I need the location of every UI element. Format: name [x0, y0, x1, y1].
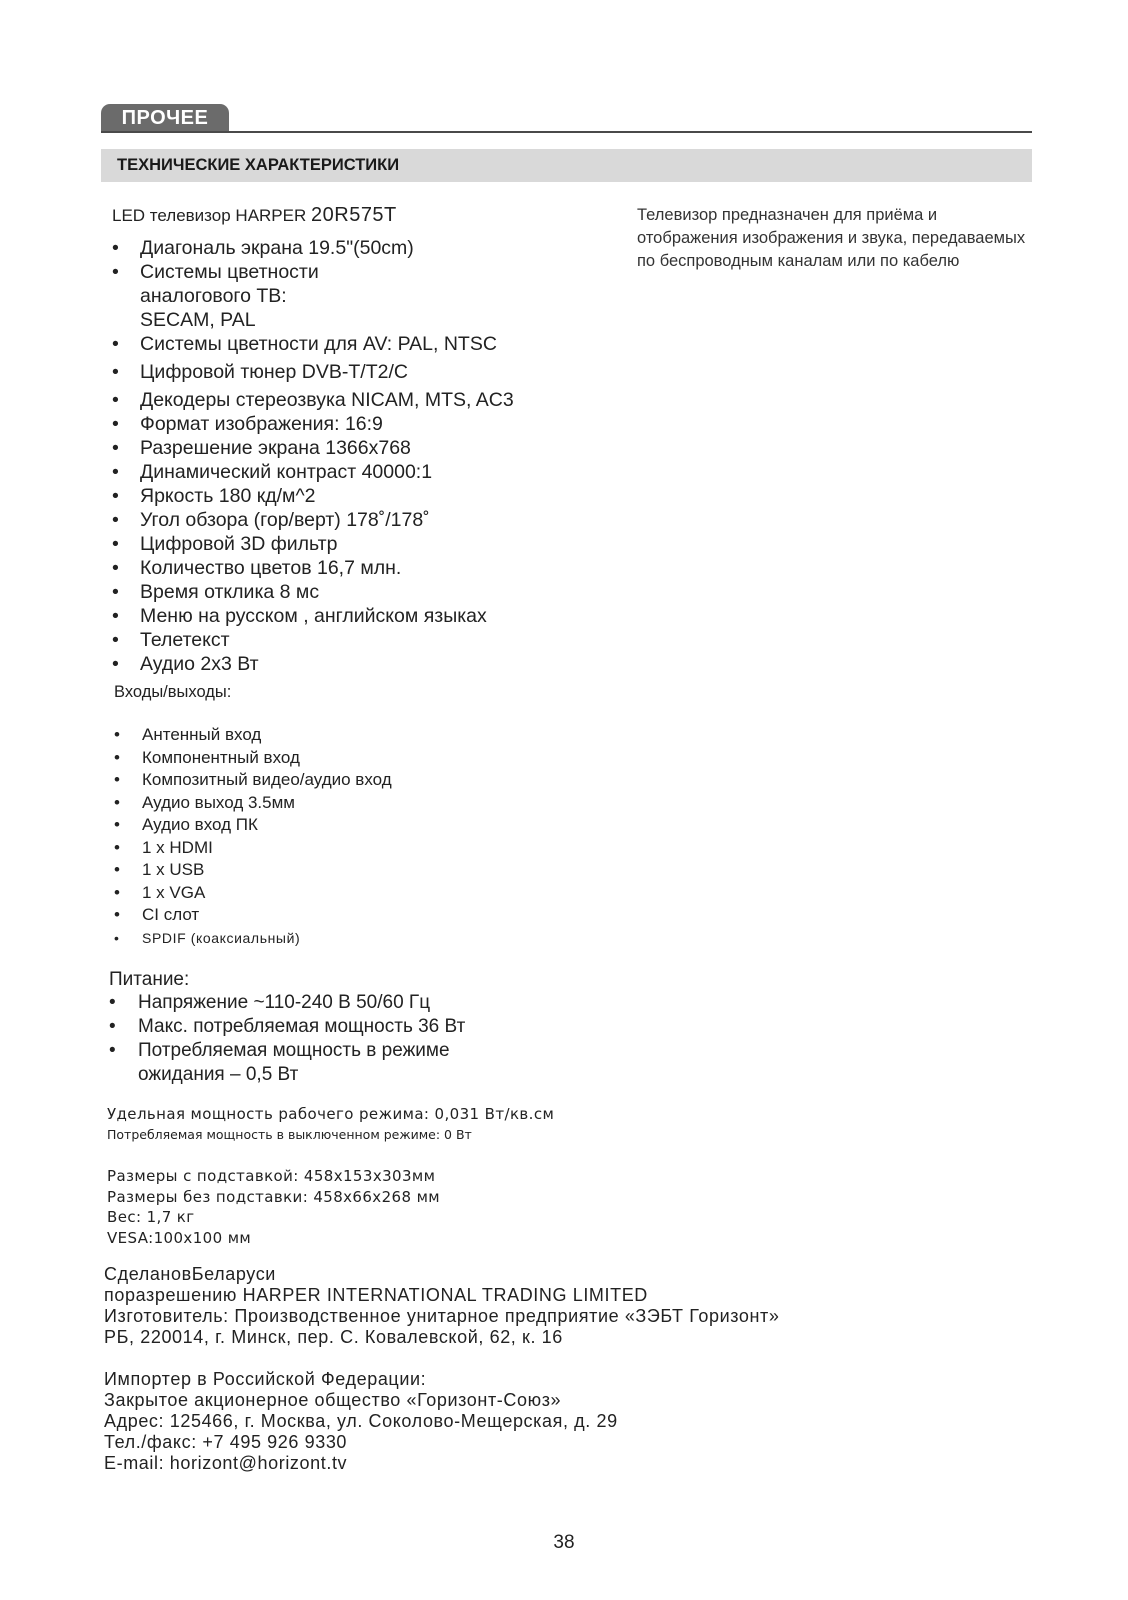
section-divider	[101, 131, 1032, 133]
spec-item: • Количество цветов 16,7 млн.	[112, 557, 402, 579]
dims-line: VESA:100x100 мм	[107, 1228, 252, 1247]
dims-line: Размеры с подставкой: 458x153x303мм	[107, 1167, 436, 1185]
power-item: • Напряжение ~110-240 В 50/60 Гц	[109, 992, 431, 1013]
maker-line: СделановБеларуси	[104, 1264, 276, 1284]
importer-block	[104, 1369, 618, 1474]
spec-item: • Разрешение экрана 1366x768	[112, 437, 411, 459]
maker-line: РБ, 220014, г. Минск, пер. С. Ковалевской, 62, к. 16	[104, 1327, 563, 1347]
model-number: 20R575T	[311, 204, 397, 226]
page-number: 38	[553, 1532, 575, 1553]
spec-item: • Системы цветности для AV: PAL, NTSC	[112, 333, 497, 355]
io-item: • SPDIF (коаксиальный)	[114, 929, 301, 946]
section-tab: ПРОЧЕЕ	[101, 104, 229, 132]
io-item: • 1 x HDMI	[114, 837, 213, 857]
manufacturer-block	[104, 1264, 780, 1348]
io-item: • 1 x USB	[114, 860, 205, 879]
importer-line: Закрытое акционерное общество «Горизонт-Союз»	[104, 1390, 562, 1410]
spec-item: • Аудио 2x3 Вт	[112, 653, 259, 675]
io-item: • Компонентный вход	[114, 747, 300, 767]
importer-line: E-mail: horizont@horizont.tv	[104, 1453, 348, 1473]
maker-line: поразрешению HARPER INTERNATIONAL TRADING LIMITED	[104, 1285, 648, 1305]
spec-item: • Декодеры стереозвука NICAM, MTS, AC3	[112, 389, 514, 411]
importer-line: Тел./факс: +7 495 926 9330	[104, 1432, 348, 1452]
spec-item: • Системы цветности аналогового ТВ: SECAM, PAL	[112, 261, 319, 331]
io-item: • Аудио выход 3.5мм	[114, 792, 295, 812]
io-item: • Антенный вход	[114, 725, 262, 744]
section-heading: ТЕХНИЧЕСКИЕ ХАРАКТЕРИСТИКИ	[117, 156, 400, 174]
io-item: • Композитный видео/аудио вход	[114, 770, 392, 789]
spec-item: • Время отклика 8 мс	[112, 581, 320, 603]
spec-item: • Телетекст	[112, 629, 230, 651]
spec-item: • Диагональ экрана 19.5"(50cm)	[112, 237, 414, 259]
specific-power-note: Удельная мощность рабочего режима: 0,031 Вт/кв.см	[107, 1105, 555, 1123]
importer-line: Адрес: 125466, г. Москва, ул. Соколово-Мещерская, д. 29	[104, 1411, 618, 1431]
power-item: • Макс. потребляемая мощность 36 Вт	[109, 1016, 466, 1037]
spec-item: • Меню на русском , английском языках	[112, 605, 487, 627]
io-heading: Входы/выходы:	[114, 683, 232, 701]
importer-line: Импортер в Российской Федерации:	[104, 1369, 427, 1389]
io-item: • Аудио вход ПК	[114, 815, 258, 834]
power-heading: Питание:	[109, 969, 190, 990]
io-list	[114, 724, 514, 949]
maker-line: Изготовитель: Производственное унитарное предприятие «ЗЭБТ Горизонт»	[104, 1306, 780, 1326]
power-item: • Потребляемая мощность в режиме ожидания – 0,5 Вт	[109, 1040, 450, 1085]
spec-list	[112, 236, 592, 676]
spec-item: • Формат изображения: 16:9	[112, 413, 383, 435]
heading-bar	[101, 149, 1032, 182]
spec-item: • Цифровой тюнер DVB-T/T2/C	[112, 361, 408, 383]
spec-item: • Угол обзора (гор/верт) 178˚/178˚	[112, 509, 430, 531]
dimensions-block	[107, 1166, 440, 1248]
model-prefix: LED телевизор HARPER	[112, 206, 311, 225]
dims-line: Размеры без подставки: 458x66x268 мм	[107, 1187, 441, 1206]
io-item: • CI слот	[114, 905, 200, 924]
off-power-note: Потребляемая мощность в выключенном режиме: 0 Вт	[107, 1127, 472, 1142]
purpose-text: Телевизор предназначен для приёма и отображения изображения и звука, передаваемых по беспроводным каналам или по кабелю	[637, 206, 1026, 270]
dims-line: Вес: 1,7 кг	[107, 1208, 195, 1226]
model-line	[112, 204, 397, 227]
spec-item: • Яркость 180 кд/м^2	[112, 485, 316, 507]
power-list	[109, 991, 589, 1087]
spec-item: • Динамический контраст 40000:1	[112, 461, 433, 483]
io-item: • 1 x VGA	[114, 882, 206, 902]
spec-item: • Цифровой 3D фильтр	[112, 533, 338, 555]
